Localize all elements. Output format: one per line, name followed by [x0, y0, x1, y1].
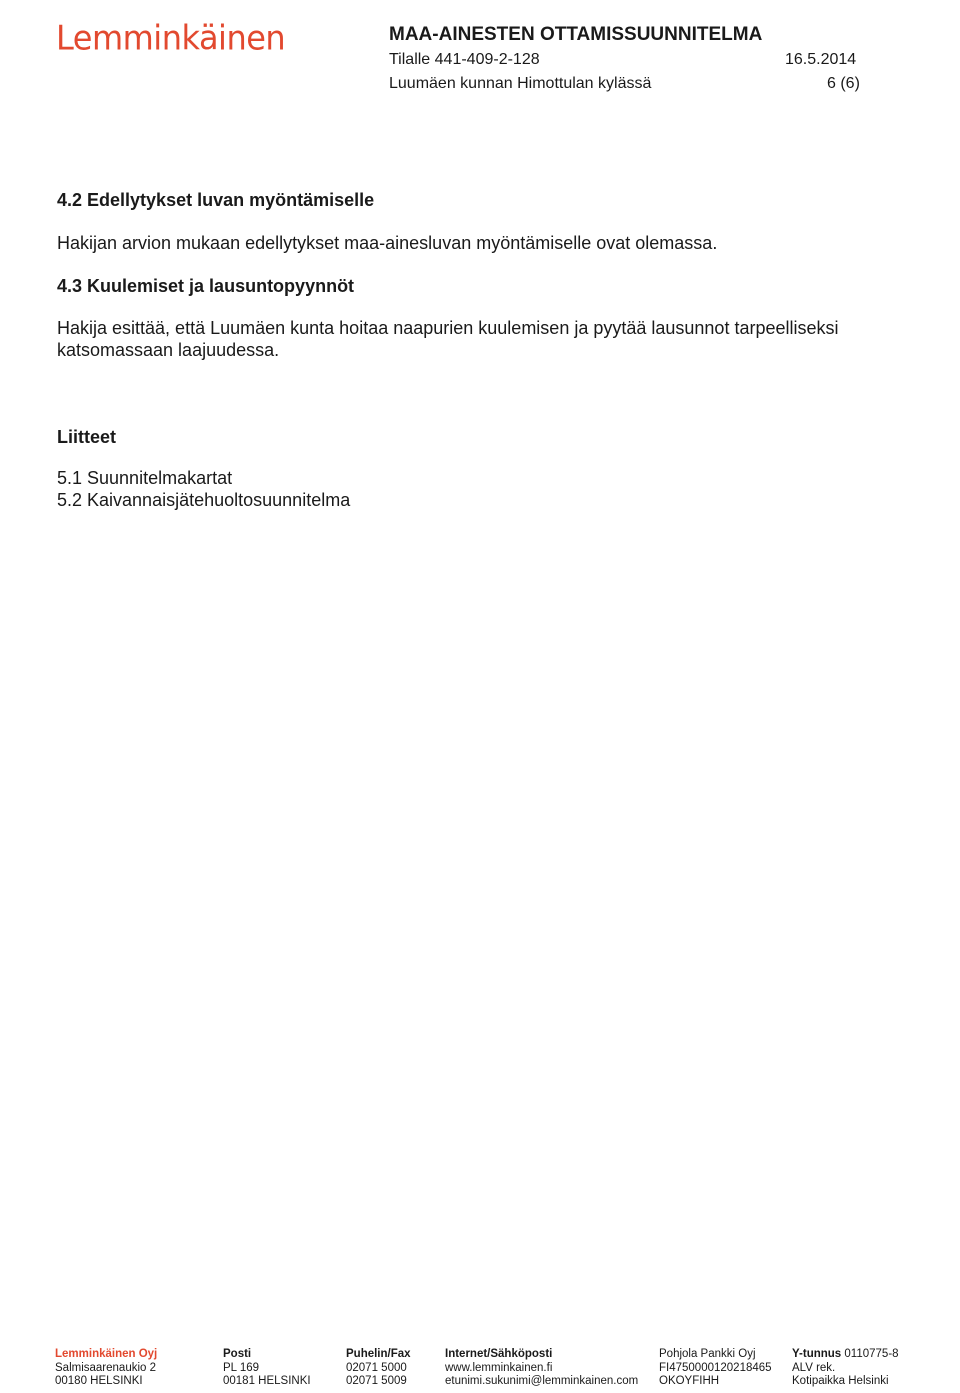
attachment-item: 5.1 Suunnitelmakartat — [57, 468, 233, 488]
attachments-list — [57, 467, 350, 511]
footer-business — [792, 1348, 899, 1389]
footer-bank-name: Pohjola Pankki Oyj — [659, 1348, 756, 1360]
attachments-heading: Liitteet — [57, 427, 117, 447]
footer-business-id: 0110775-8 — [844, 1348, 899, 1360]
footer-bank — [659, 1348, 772, 1389]
footer-company-city: 00180 HELSINKI — [55, 1375, 143, 1387]
footer-domicile: Kotipaikka Helsinki — [792, 1375, 889, 1387]
section-heading-4-2: 4.2 Edellytykset luvan myöntämiselle — [57, 190, 375, 210]
footer-vat: ALV rek. — [792, 1361, 836, 1374]
page-number: 6 (6) — [827, 75, 860, 92]
footer-company-name: Lemminkäinen Oyj — [55, 1348, 158, 1360]
footer-phone-label: Puhelin/Fax — [346, 1348, 411, 1360]
footer-web-label: Internet/Sähköposti — [445, 1348, 553, 1360]
footer-post-label: Posti — [223, 1348, 252, 1360]
footer-business-label: Y-tunnus — [792, 1348, 842, 1360]
footer-post — [223, 1348, 311, 1389]
footer-fax-number: 02071 5009 — [346, 1375, 407, 1387]
footer-web-url[interactable]: www.lemminkainen.fi — [445, 1361, 553, 1374]
footer-business-id-line — [792, 1348, 899, 1362]
footer-phone — [346, 1348, 411, 1389]
document-title: MAA-AINESTEN OTTAMISSUUNNITELMA — [389, 24, 763, 45]
section-text-4-3: Hakija esittää, että Luumäen kunta hoitaa naapurien kuulemisen ja pyytää lausunnot tarpeelliseksi katsomassaan laajuudessa. — [57, 318, 839, 360]
footer-post-city: 00181 HELSINKI — [223, 1375, 311, 1387]
section-text-4-2: Hakijan arvion mukaan edellytykset maa-ainesluvan myöntämiselle ovat olemassa. — [57, 233, 718, 253]
company-logo: Lemminkäinen — [56, 18, 286, 58]
footer-web — [445, 1348, 638, 1389]
page-footer — [0, 1348, 960, 1390]
document-location: Luumäen kunnan Himottulan kylässä — [389, 75, 652, 92]
attachment-item: 5.2 Kaivannaisjätehuoltosuunnitelma — [57, 490, 351, 510]
footer-phone-number: 02071 5000 — [346, 1361, 407, 1374]
document-date: 16.5.2014 — [785, 51, 857, 68]
footer-bank-iban: FI4750000120218465 — [659, 1361, 772, 1374]
footer-company-address: Salmisaarenaukio 2 — [55, 1361, 157, 1374]
footer-post-box: PL 169 — [223, 1361, 260, 1374]
property-id: Tilalle 441-409-2-128 — [389, 51, 540, 68]
footer-web-email[interactable]: etunimi.sukunimi@lemminkainen.com — [445, 1375, 639, 1387]
footer-bank-bic: OKOYFIHH — [659, 1375, 720, 1387]
footer-company — [55, 1348, 157, 1389]
section-heading-4-3: 4.3 Kuulemiset ja lausuntopyynnöt — [57, 276, 355, 296]
